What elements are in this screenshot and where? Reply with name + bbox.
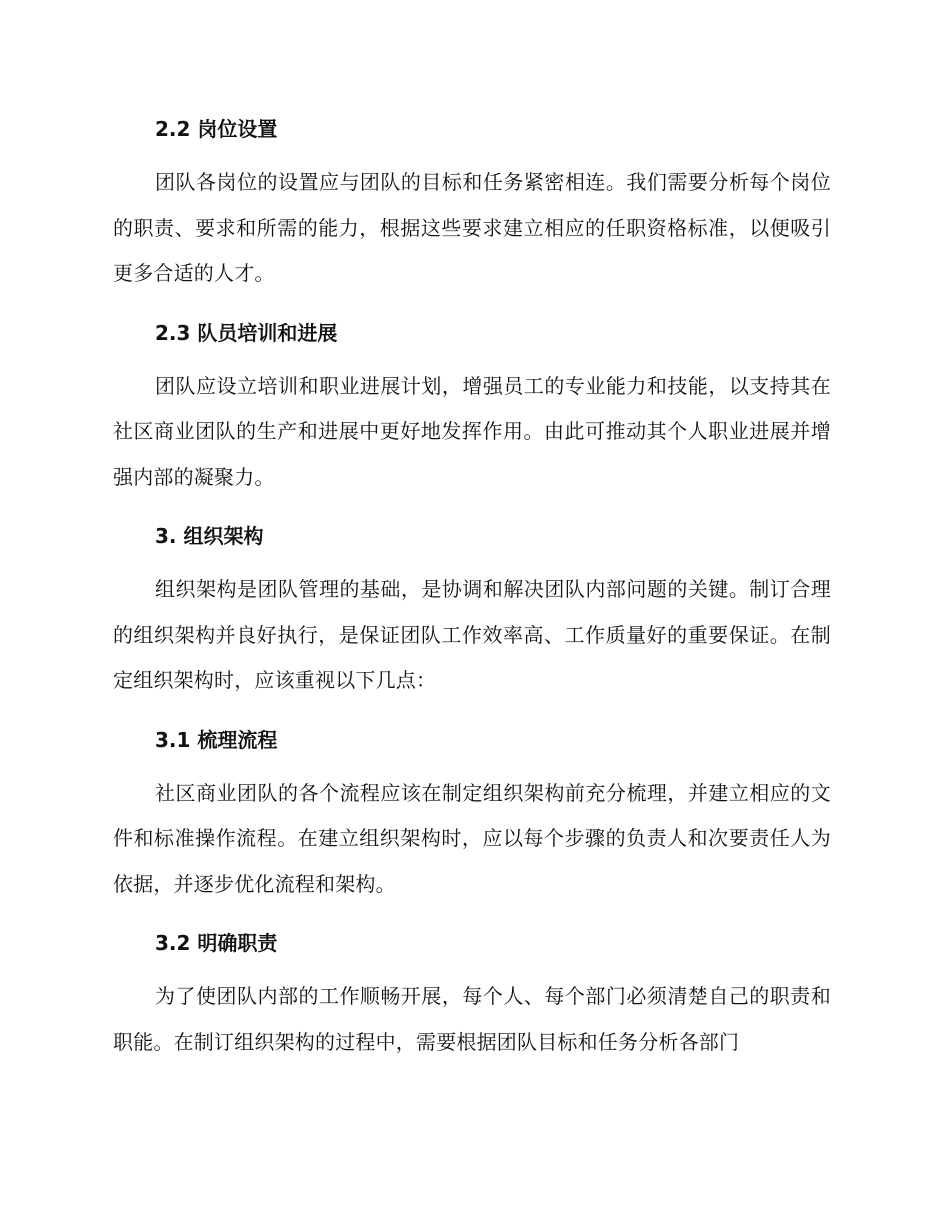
section-heading-3: 3. 组织架构 xyxy=(155,524,264,548)
section-paragraph-3-1: 社区商业团队的各个流程应该在制定组织架构前充分梳理，并建立相应的文件和标准操作流程。在建立组织架构时，应以每个步骤的负责人和次要责任人为依据，并逐步优化流程和架构。 xyxy=(113,780,831,896)
section-paragraph-3: 组织架构是团队管理的基础，是协调和解决团队内部问题的关键。制订合理的组织架构并良好执行，是保证团队工作效率高、工作质量好的重要保证。在制定组织架构时，应该重视以下几点： xyxy=(113,577,831,692)
section-paragraph-2-2: 团队各岗位的设置应与团队的目标和任务紧密相连。我们需要分析每个岗位的职责、要求和所需的能力，根据这些要求建立相应的任职资格标准，以便吸引更多合适的人才。 xyxy=(113,170,831,285)
section-paragraph-3-2: 为了使团队内部的工作顺畅开展，每个人、每个部门必须清楚自己的职责和职能。在制订组织架构的过程中，需要根据团队目标和任务分析各部门 xyxy=(113,984,831,1054)
section-heading-3-2: 3.2 明确职责 xyxy=(155,931,278,955)
section-paragraph-2-3: 团队应设立培训和职业进展计划，增强员工的专业能力和技能，以支持其在社区商业团队的生产和进展中更好地发挥作用。由此可推动其个人职业进展并增强内部的凝聚力。 xyxy=(113,373,831,489)
section-heading-2-2: 2.2 岗位设置 xyxy=(155,117,278,141)
section-heading-3-1: 3.1 梳理流程 xyxy=(155,727,278,752)
document-body xyxy=(113,112,831,1084)
section-heading-2-3: 2.3 队员培训和进展 xyxy=(155,320,338,345)
